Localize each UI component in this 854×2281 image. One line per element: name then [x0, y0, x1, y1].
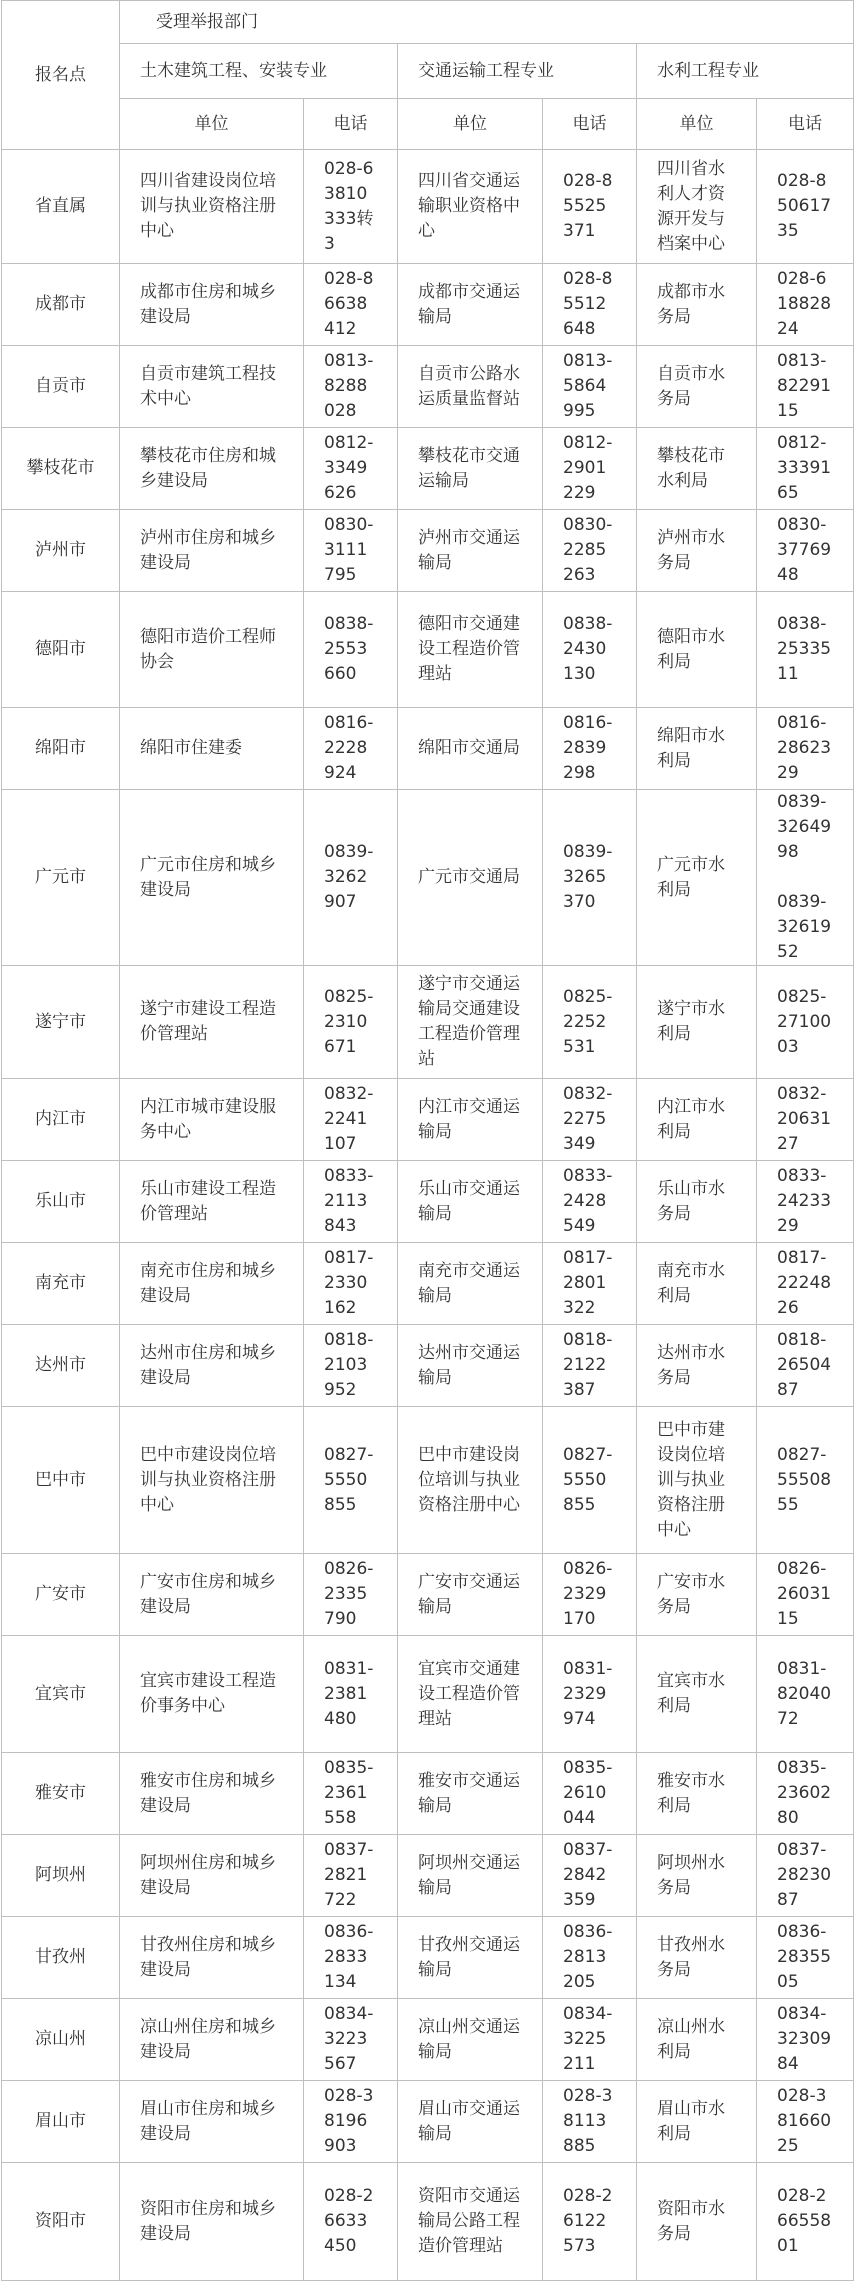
- cell-water-unit: 自贡市水务局: [637, 346, 757, 428]
- cell-region: 成都市: [2, 264, 120, 346]
- cell-transport-unit: 成都市交通运输局: [398, 264, 543, 346]
- cell-transport-phone: 0833-2428549: [543, 1161, 637, 1243]
- cell-transport-unit: 南充市交通运输局: [398, 1243, 543, 1325]
- table-row: [2, 592, 854, 708]
- cell-region: 眉山市: [2, 2081, 120, 2163]
- cell-transport-phone: 0837-2842359: [543, 1835, 637, 1917]
- cell-transport-phone: 0838-2430130: [543, 592, 637, 708]
- cell-transport-unit: 眉山市交通运输局: [398, 2081, 543, 2163]
- cell-region: 内江市: [2, 1079, 120, 1161]
- cell-water-unit: 阿坝州水务局: [637, 1835, 757, 1917]
- cell-transport-unit: 甘孜州交通运输局: [398, 1917, 543, 1999]
- cell-water-phone: 0832-2063127: [757, 1079, 854, 1161]
- cell-civil-unit: 广元市住房和城乡建设局: [120, 790, 304, 966]
- cell-civil-phone: 028-86638412: [304, 264, 398, 346]
- cell-water-phone: 0838-2533511: [757, 592, 854, 708]
- cell-civil-phone: 0825-2310671: [304, 966, 398, 1079]
- cell-region: 广安市: [2, 1554, 120, 1636]
- cell-water-unit: 凉山州水利局: [637, 1999, 757, 2081]
- cell-civil-unit: 德阳市造价工程师协会: [120, 592, 304, 708]
- cell-transport-unit: 广安市交通运输局: [398, 1554, 543, 1636]
- cell-civil-phone: 0837-2821722: [304, 1835, 398, 1917]
- cell-region: 南充市: [2, 1243, 120, 1325]
- cell-water-unit: 四川省水利人才资源开发与档案中心: [637, 150, 757, 264]
- cell-civil-phone: 0835-2361558: [304, 1753, 398, 1835]
- cell-civil-phone: 028-63810333转3: [304, 150, 398, 264]
- header-water-phone: 电话: [757, 99, 854, 150]
- cell-water-phone: 028-61882824: [757, 264, 854, 346]
- cell-transport-unit: 宜宾市交通建设工程造价管理站: [398, 1636, 543, 1753]
- header-group-transport: 交通运输工程专业: [398, 44, 637, 99]
- cell-water-unit: 乐山市水务局: [637, 1161, 757, 1243]
- cell-transport-unit: 攀枝花市交通运输局: [398, 428, 543, 510]
- header-transport-phone: 电话: [543, 99, 637, 150]
- cell-civil-phone: 0813-8288028: [304, 346, 398, 428]
- cell-region: 攀枝花市: [2, 428, 120, 510]
- cell-water-unit: 内江市水利局: [637, 1079, 757, 1161]
- cell-water-phone: 0825-2710003: [757, 966, 854, 1079]
- cell-civil-phone: 0818-2103952: [304, 1325, 398, 1407]
- cell-transport-unit: 广元市交通局: [398, 790, 543, 966]
- cell-region: 阿坝州: [2, 1835, 120, 1917]
- cell-civil-phone: 0836-2833134: [304, 1917, 398, 1999]
- cell-transport-phone: 0825-2252531: [543, 966, 637, 1079]
- cell-civil-phone: 0834-3223567: [304, 1999, 398, 2081]
- table-row: [2, 428, 854, 510]
- cell-water-phone: 0833-2423329: [757, 1161, 854, 1243]
- cell-civil-phone: 0826-2335790: [304, 1554, 398, 1636]
- cell-transport-unit: 自贡市公路水运质量监督站: [398, 346, 543, 428]
- cell-civil-phone: 0817-2330162: [304, 1243, 398, 1325]
- table-row: [2, 1243, 854, 1325]
- cell-civil-phone: 0839-3262907: [304, 790, 398, 966]
- cell-water-unit: 资阳市水务局: [637, 2163, 757, 2281]
- cell-water-unit: 绵阳市水利局: [637, 708, 757, 790]
- cell-region: 遂宁市: [2, 966, 120, 1079]
- cell-civil-phone: 0838-2553660: [304, 592, 398, 708]
- table-row: [2, 510, 854, 592]
- table-row: [2, 1636, 854, 1753]
- cell-transport-unit: 达州市交通运输局: [398, 1325, 543, 1407]
- header-civil-phone: 电话: [304, 99, 398, 150]
- cell-transport-phone: 028-38113885: [543, 2081, 637, 2163]
- cell-region: 宜宾市: [2, 1636, 120, 1753]
- cell-transport-unit: 资阳市交通运输局公路工程造价管理站: [398, 2163, 543, 2281]
- cell-transport-phone: 0832-2275349: [543, 1079, 637, 1161]
- cell-civil-phone: 0830-3111795: [304, 510, 398, 592]
- cell-region: 雅安市: [2, 1753, 120, 1835]
- cell-water-phone-line: 0839-3264998: [777, 792, 832, 862]
- cell-transport-phone: 0826-2329170: [543, 1554, 637, 1636]
- cell-civil-unit: 四川省建设岗位培训与执业资格注册中心: [120, 150, 304, 264]
- cell-civil-unit: 绵阳市住建委: [120, 708, 304, 790]
- cell-transport-unit: 绵阳市交通局: [398, 708, 543, 790]
- cell-water-phone: 0813-8229115: [757, 346, 854, 428]
- cell-transport-unit: 四川省交通运输职业资格中心: [398, 150, 543, 264]
- cell-civil-phone: 028-26633450: [304, 2163, 398, 2281]
- table-row: [2, 1835, 854, 1917]
- cell-civil-unit: 泸州市住房和城乡建设局: [120, 510, 304, 592]
- cell-water-unit: 德阳市水利局: [637, 592, 757, 708]
- header-water-unit: 单位: [637, 99, 757, 150]
- header-civil-unit: 单位: [120, 99, 304, 150]
- cell-civil-unit: 阿坝州住房和城乡建设局: [120, 1835, 304, 1917]
- cell-civil-unit: 资阳市住房和城乡建设局: [120, 2163, 304, 2281]
- cell-civil-unit: 巴中市建设岗位培训与执业资格注册中心: [120, 1407, 304, 1554]
- cell-civil-unit: 遂宁市建设工程造价管理站: [120, 966, 304, 1079]
- cell-transport-phone: 0818-2122387: [543, 1325, 637, 1407]
- cell-region: 绵阳市: [2, 708, 120, 790]
- cell-water-phone: 0830-3776948: [757, 510, 854, 592]
- table-row: [2, 264, 854, 346]
- table-row: [2, 2163, 854, 2281]
- cell-civil-unit: 宜宾市建设工程造价事务中心: [120, 1636, 304, 1753]
- report-department-table: [1, 0, 854, 2281]
- cell-civil-phone: 0832-2241107: [304, 1079, 398, 1161]
- cell-water-phone-line: 0839-3261952: [777, 892, 832, 962]
- cell-transport-phone: 0813-5864995: [543, 346, 637, 428]
- header-registration-point: 报名点: [2, 1, 120, 150]
- cell-civil-phone: 0827-5550855: [304, 1407, 398, 1554]
- table-row: [2, 150, 854, 264]
- cell-water-phone: 0837-2823087: [757, 1835, 854, 1917]
- table-row: [2, 1917, 854, 1999]
- cell-spacer: [777, 865, 833, 890]
- table-row: [2, 1079, 854, 1161]
- cell-region: 自贡市: [2, 346, 120, 428]
- cell-region: 广元市: [2, 790, 120, 966]
- cell-water-unit: 泸州市水务局: [637, 510, 757, 592]
- cell-water-phone: 0834-3230984: [757, 1999, 854, 2081]
- cell-civil-unit: 广安市住房和城乡建设局: [120, 1554, 304, 1636]
- table-row: [2, 2081, 854, 2163]
- cell-transport-unit: 内江市交通运输局: [398, 1079, 543, 1161]
- cell-transport-unit: 雅安市交通运输局: [398, 1753, 543, 1835]
- cell-water-unit: 遂宁市水利局: [637, 966, 757, 1079]
- cell-region: 甘孜州: [2, 1917, 120, 1999]
- cell-transport-phone: 0835-2610044: [543, 1753, 637, 1835]
- cell-water-phone: 0831-8204072: [757, 1636, 854, 1753]
- cell-civil-unit: 攀枝花市住房和城乡建设局: [120, 428, 304, 510]
- cell-water-phone: 0835-2360280: [757, 1753, 854, 1835]
- cell-water-unit: 巴中市建设岗位培训与执业资格注册中心: [637, 1407, 757, 1554]
- cell-water-phone: 0836-2835505: [757, 1917, 854, 1999]
- cell-civil-phone: 0812-3349626: [304, 428, 398, 510]
- cell-transport-phone: 028-85512648: [543, 264, 637, 346]
- cell-civil-phone: 0833-2113843: [304, 1161, 398, 1243]
- cell-region: 乐山市: [2, 1161, 120, 1243]
- cell-water-phone: 0817-2224826: [757, 1243, 854, 1325]
- cell-civil-unit: 眉山市住房和城乡建设局: [120, 2081, 304, 2163]
- cell-transport-phone: 0816-2839298: [543, 708, 637, 790]
- cell-transport-unit: 乐山市交通运输局: [398, 1161, 543, 1243]
- cell-transport-phone: 0831-2329974: [543, 1636, 637, 1753]
- table-row: [2, 708, 854, 790]
- header-transport-unit: 单位: [398, 99, 543, 150]
- cell-water-unit: 广元市水利局: [637, 790, 757, 966]
- cell-civil-unit: 甘孜州住房和城乡建设局: [120, 1917, 304, 1999]
- cell-civil-unit: 内江市城市建设服务中心: [120, 1079, 304, 1161]
- cell-civil-phone: 028-38196903: [304, 2081, 398, 2163]
- cell-water-phone: 0827-5550855: [757, 1407, 854, 1554]
- cell-transport-unit: 德阳市交通建设工程造价管理站: [398, 592, 543, 708]
- cell-civil-unit: 成都市住房和城乡建设局: [120, 264, 304, 346]
- cell-water-unit: 雅安市水利局: [637, 1753, 757, 1835]
- cell-transport-phone: 0839-3265370: [543, 790, 637, 966]
- cell-civil-unit: 凉山州住房和城乡建设局: [120, 1999, 304, 2081]
- cell-transport-unit: 巴中市建设岗位培训与执业资格注册中心: [398, 1407, 543, 1554]
- cell-water-unit: 眉山市水利局: [637, 2081, 757, 2163]
- cell-transport-phone: 0817-2801322: [543, 1243, 637, 1325]
- table-row: [2, 1554, 854, 1636]
- cell-water-phone: 0816-2862329: [757, 708, 854, 790]
- cell-region: 凉山州: [2, 1999, 120, 2081]
- table-row: [2, 790, 854, 966]
- cell-transport-phone: 0836-2813205: [543, 1917, 637, 1999]
- cell-transport-unit: 泸州市交通运输局: [398, 510, 543, 592]
- cell-water-phone: 0826-2603115: [757, 1554, 854, 1636]
- cell-water-unit: 达州市水务局: [637, 1325, 757, 1407]
- cell-water-phone: 0818-2650487: [757, 1325, 854, 1407]
- cell-water-unit: 甘孜州水务局: [637, 1917, 757, 1999]
- cell-water-phone: 028-38166025: [757, 2081, 854, 2163]
- cell-region: 省直属: [2, 150, 120, 264]
- cell-transport-unit: 凉山州交通运输局: [398, 1999, 543, 2081]
- cell-civil-phone: 0831-2381480: [304, 1636, 398, 1753]
- cell-region: 泸州市: [2, 510, 120, 592]
- table-row: [2, 1325, 854, 1407]
- table-row: [2, 1999, 854, 2081]
- cell-region: 资阳市: [2, 2163, 120, 2281]
- cell-transport-phone: 0834-3225211: [543, 1999, 637, 2081]
- table-row: [2, 1753, 854, 1835]
- cell-water-unit: 广安市水务局: [637, 1554, 757, 1636]
- cell-transport-phone: 0827-5550855: [543, 1407, 637, 1554]
- cell-transport-unit: 遂宁市交通运输局交通建设工程造价管理站: [398, 966, 543, 1079]
- table-row: [2, 966, 854, 1079]
- cell-water-phone: [757, 790, 854, 966]
- cell-civil-unit: 达州市住房和城乡建设局: [120, 1325, 304, 1407]
- cell-transport-unit: 阿坝州交通运输局: [398, 1835, 543, 1917]
- cell-water-unit: 宜宾市水利局: [637, 1636, 757, 1753]
- cell-region: 巴中市: [2, 1407, 120, 1554]
- cell-transport-phone: 0830-2285263: [543, 510, 637, 592]
- cell-region: 达州市: [2, 1325, 120, 1407]
- cell-civil-unit: 自贡市建筑工程技术中心: [120, 346, 304, 428]
- header-group-civil: 土木建筑工程、安装专业: [120, 44, 398, 99]
- header-department: 受理举报部门: [120, 1, 854, 44]
- cell-civil-unit: 乐山市建设工程造价管理站: [120, 1161, 304, 1243]
- cell-civil-unit: 南充市住房和城乡建设局: [120, 1243, 304, 1325]
- cell-water-unit: 攀枝花市水利局: [637, 428, 757, 510]
- cell-region: 德阳市: [2, 592, 120, 708]
- cell-transport-phone: 0812-2901229: [543, 428, 637, 510]
- cell-water-unit: 成都市水务局: [637, 264, 757, 346]
- table-row: [2, 1161, 854, 1243]
- table-row: [2, 346, 854, 428]
- cell-transport-phone: 028-85525371: [543, 150, 637, 264]
- cell-water-phone: 028-85061735: [757, 150, 854, 264]
- cell-water-unit: 南充市水利局: [637, 1243, 757, 1325]
- cell-transport-phone: 028-26122573: [543, 2163, 637, 2281]
- cell-water-phone: 028-26655801: [757, 2163, 854, 2281]
- table-row: [2, 1407, 854, 1554]
- cell-civil-unit: 雅安市住房和城乡建设局: [120, 1753, 304, 1835]
- header-group-water: 水利工程专业: [637, 44, 854, 99]
- cell-civil-phone: 0816-2228924: [304, 708, 398, 790]
- cell-water-phone: 0812-3339165: [757, 428, 854, 510]
